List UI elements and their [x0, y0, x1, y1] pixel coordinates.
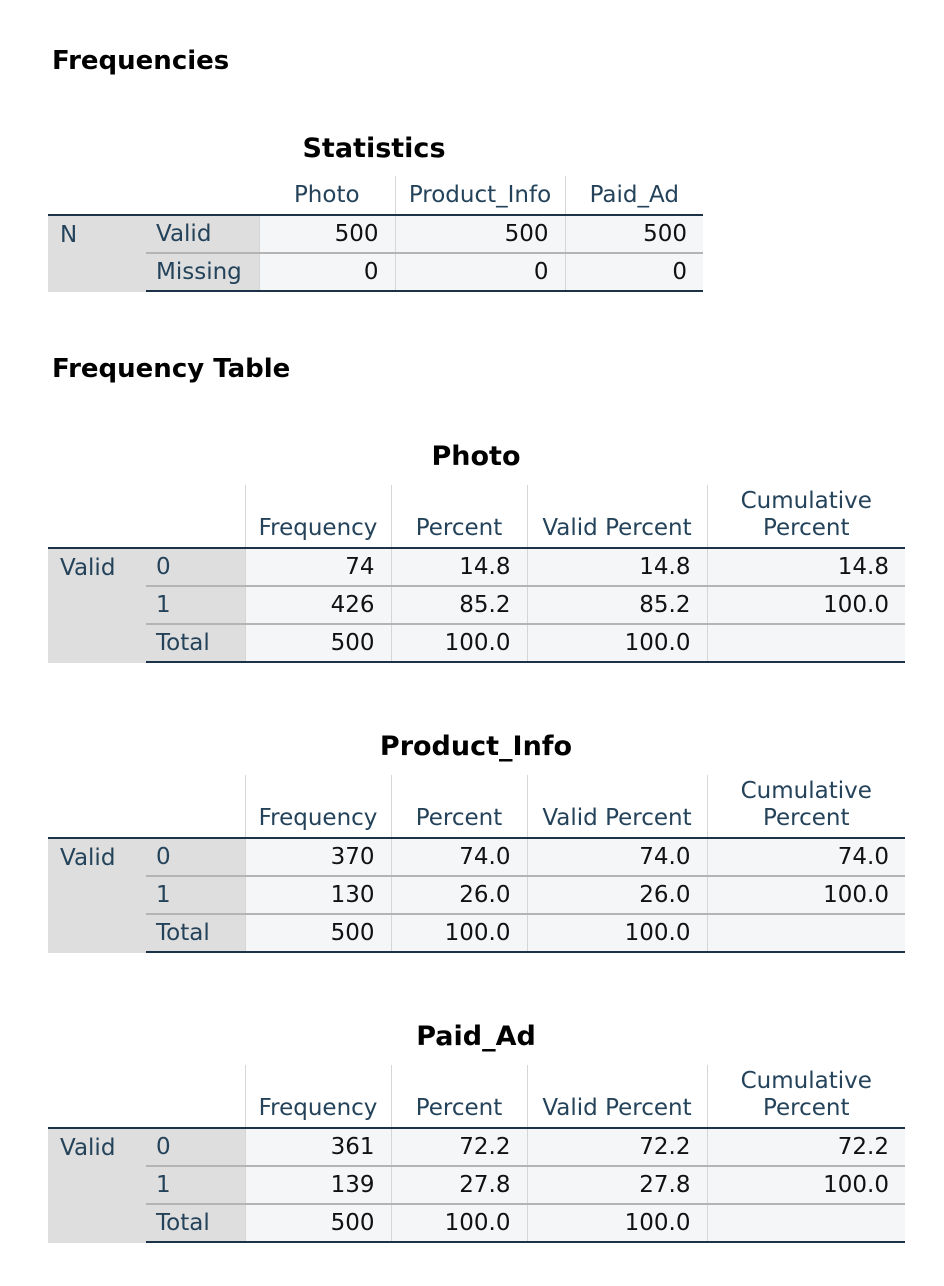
product-info-table-title: Product_Info — [379, 731, 573, 762]
table-row — [48, 548, 905, 586]
stats-col-photo: Photo — [293, 182, 360, 208]
col-cumulative-percent: Cumulative Percent — [707, 775, 905, 838]
col-cumulative-percent: Cumulative Percent — [707, 1065, 905, 1128]
cell: 26.0 — [391, 876, 527, 914]
cell: 100.0 — [527, 1204, 707, 1242]
row-label: Total — [146, 914, 245, 952]
cell: 72.2 — [527, 1128, 707, 1166]
col-frequency: Frequency — [245, 485, 391, 548]
cell: 14.8 — [527, 548, 707, 586]
stats-col-paid-ad: Paid_Ad — [565, 176, 703, 215]
product-info-frequency-table — [48, 775, 905, 953]
table-row — [48, 838, 905, 876]
table-row — [48, 1204, 905, 1242]
cell: 14.8 — [391, 548, 527, 586]
cell: 27.8 — [391, 1166, 527, 1204]
cell: 85.2 — [527, 586, 707, 624]
cell: 500 — [565, 215, 703, 253]
cell — [707, 1204, 905, 1242]
cell: 100.0 — [707, 1166, 905, 1204]
cell: 72.2 — [391, 1128, 527, 1166]
row-label: 1 — [146, 876, 245, 914]
cell: 426 — [245, 586, 391, 624]
table-row — [48, 1128, 905, 1166]
group-label: Valid — [48, 838, 146, 952]
cell: 500 — [245, 624, 391, 662]
group-label: Valid — [48, 548, 146, 662]
frequencies-heading: Frequencies — [52, 46, 230, 76]
table-row — [48, 215, 703, 253]
table-row — [48, 914, 905, 952]
cell: 26.0 — [527, 876, 707, 914]
col-valid-percent: Valid Percent — [527, 485, 707, 548]
cell: 100.0 — [391, 624, 527, 662]
cell: 100.0 — [391, 1204, 527, 1242]
row-label: 1 — [146, 1166, 245, 1204]
cell: 100.0 — [391, 914, 527, 952]
cell — [707, 914, 905, 952]
row-label: Missing — [146, 253, 259, 291]
cell: 500 — [245, 914, 391, 952]
paid-ad-table-title: Paid_Ad — [416, 1021, 536, 1052]
cell: 74.0 — [707, 838, 905, 876]
row-label: 0 — [146, 1128, 245, 1166]
stats-col-product-info: Product_Info — [395, 176, 565, 215]
table-row — [48, 253, 703, 291]
row-label: Total — [146, 1204, 245, 1242]
cell: 500 — [245, 1204, 391, 1242]
cell: 139 — [245, 1166, 391, 1204]
cell: 100.0 — [527, 914, 707, 952]
cell: 74.0 — [391, 838, 527, 876]
cell — [707, 624, 905, 662]
frequency-table-heading: Frequency Table — [52, 354, 291, 384]
stats-group-label: N — [48, 215, 146, 291]
cell: 500 — [259, 215, 395, 253]
cell: 74.0 — [527, 838, 707, 876]
cell: 500 — [395, 215, 565, 253]
table-row — [48, 1166, 905, 1204]
photo-table-title: Photo — [431, 441, 521, 472]
cell: 85.2 — [391, 586, 527, 624]
col-percent: Percent — [391, 1065, 527, 1128]
cell: 27.8 — [527, 1166, 707, 1204]
cell: 0 — [395, 253, 565, 291]
col-percent: Percent — [391, 485, 527, 548]
cell: 370 — [245, 838, 391, 876]
photo-frequency-table — [48, 485, 905, 663]
row-label: 0 — [146, 548, 245, 586]
cell: 14.8 — [707, 548, 905, 586]
col-valid-percent: Valid Percent — [527, 775, 707, 838]
statistics-table — [48, 176, 703, 292]
cell: 0 — [565, 253, 703, 291]
group-label: Valid — [48, 1128, 146, 1242]
cell: 100.0 — [707, 876, 905, 914]
table-row — [48, 624, 905, 662]
col-frequency: Frequency — [245, 1065, 391, 1128]
row-label: Valid — [146, 215, 259, 253]
statistics-title: Statistics — [302, 133, 446, 164]
col-valid-percent: Valid Percent — [527, 1065, 707, 1128]
cell: 0 — [259, 253, 395, 291]
col-cumulative-percent: Cumulative Percent — [707, 485, 905, 548]
table-row — [48, 876, 905, 914]
col-frequency: Frequency — [245, 775, 391, 838]
row-label: Total — [146, 624, 245, 662]
table-row — [48, 586, 905, 624]
col-percent: Percent — [391, 775, 527, 838]
cell: 100.0 — [527, 624, 707, 662]
row-label: 0 — [146, 838, 245, 876]
cell: 130 — [245, 876, 391, 914]
cell: 74 — [245, 548, 391, 586]
paid-ad-frequency-table — [48, 1065, 905, 1243]
cell: 100.0 — [707, 586, 905, 624]
cell: 361 — [245, 1128, 391, 1166]
row-label: 1 — [146, 586, 245, 624]
cell: 72.2 — [707, 1128, 905, 1166]
